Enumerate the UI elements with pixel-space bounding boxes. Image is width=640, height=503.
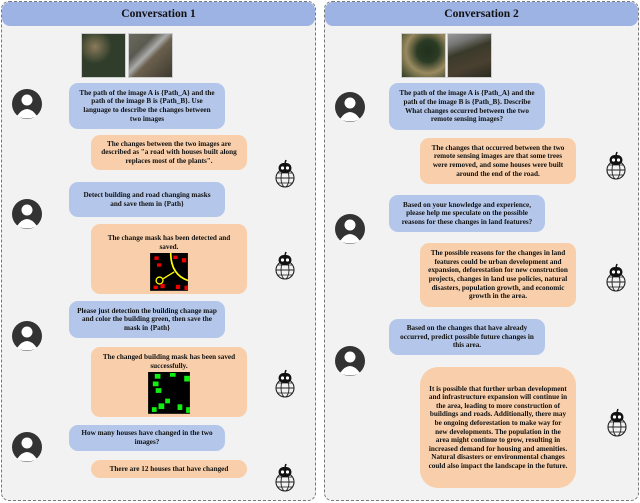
message-text: There are 12 houses that have changed	[109, 464, 229, 473]
user-avatar-icon	[12, 432, 42, 462]
robot-globe-icon	[270, 368, 300, 398]
message-text: Detect building and road changing masks and save them in {Path}	[83, 190, 211, 208]
image-b	[128, 33, 173, 78]
user-message	[69, 182, 225, 217]
assistant-message	[91, 460, 247, 478]
user-message	[389, 319, 545, 355]
building-mask-image	[147, 372, 191, 414]
user-avatar-icon	[12, 89, 42, 119]
image-b	[447, 33, 492, 78]
assistant-message	[91, 135, 247, 170]
message-text: Based on your knowledge and experience, please help me speculate on the possible reasons for these changes in land features?	[401, 200, 533, 226]
robot-globe-icon	[601, 262, 631, 292]
image-a	[401, 33, 446, 78]
user-avatar-icon	[12, 321, 42, 351]
robot-globe-icon	[270, 462, 300, 492]
user-message	[69, 301, 225, 338]
conversation-title: Conversation 1	[2, 2, 315, 26]
assistant-message	[91, 347, 247, 417]
assistant-message	[420, 138, 576, 184]
message-text: How many houses have changed in the two images?	[81, 429, 213, 446]
message-text: The changes between the two images are described as "a road with houses built along replaces most of the plants".	[101, 139, 237, 165]
user-message	[389, 83, 545, 130]
user-avatar-icon	[335, 346, 365, 376]
user-message	[389, 195, 545, 232]
user-avatar-icon	[12, 199, 42, 229]
robot-globe-icon	[601, 150, 631, 180]
user-message	[69, 83, 225, 129]
robot-globe-icon	[602, 407, 632, 437]
change-mask-image	[147, 253, 191, 291]
message-text: The change mask has been detected and saved.	[107, 234, 231, 251]
message-text: The path of the image A is {Path_A} and the path of the image B is {Path_B}. Describe What changes occurred between the two remote sensing images?	[399, 89, 535, 124]
conversation-title: Conversation 2	[325, 2, 638, 26]
image-a	[81, 33, 126, 78]
user-avatar-icon	[335, 214, 365, 244]
user-message	[69, 425, 225, 451]
assistant-message	[420, 243, 576, 307]
message-text: Please just detection the building change map and color the building green, then save the mask in {Path}	[77, 306, 217, 332]
assistant-message	[91, 224, 247, 294]
message-text: It is possible that further urban development and infrastructure expansion will continue in the area, leading to more construction of buildings and roads. Additionally, there may be ongoing deforestation to make way for new developments. The population in the area might continue to grow, resulting in increased demand for housing and amenities. Natural disasters or environmental changes could also impact the landscape in the future.	[428, 384, 568, 470]
message-text: The changed building mask has been saved successfully.	[102, 353, 236, 370]
message-text: Based on the changes that have already occurred, predict possible future changes in this area.	[400, 324, 534, 350]
message-text: The changes that occurred between the two remote sensing images are that some trees were removed, and some houses were built around the end of the road.	[431, 143, 565, 178]
user-avatar-icon	[335, 92, 365, 122]
robot-globe-icon	[270, 250, 300, 280]
message-text: The possible reasons for the changes in land features could be urban development and expansion, deforestation for new construction projects, changes in land use policies, natural disasters, population growth, and economic growth in the area.	[428, 249, 568, 301]
robot-globe-icon	[270, 158, 300, 188]
message-text: The path of the image A is {Path_A} and the path of the image B is {Path_B}. Use language to describe the changes between two images	[79, 88, 215, 123]
assistant-message	[420, 367, 576, 488]
